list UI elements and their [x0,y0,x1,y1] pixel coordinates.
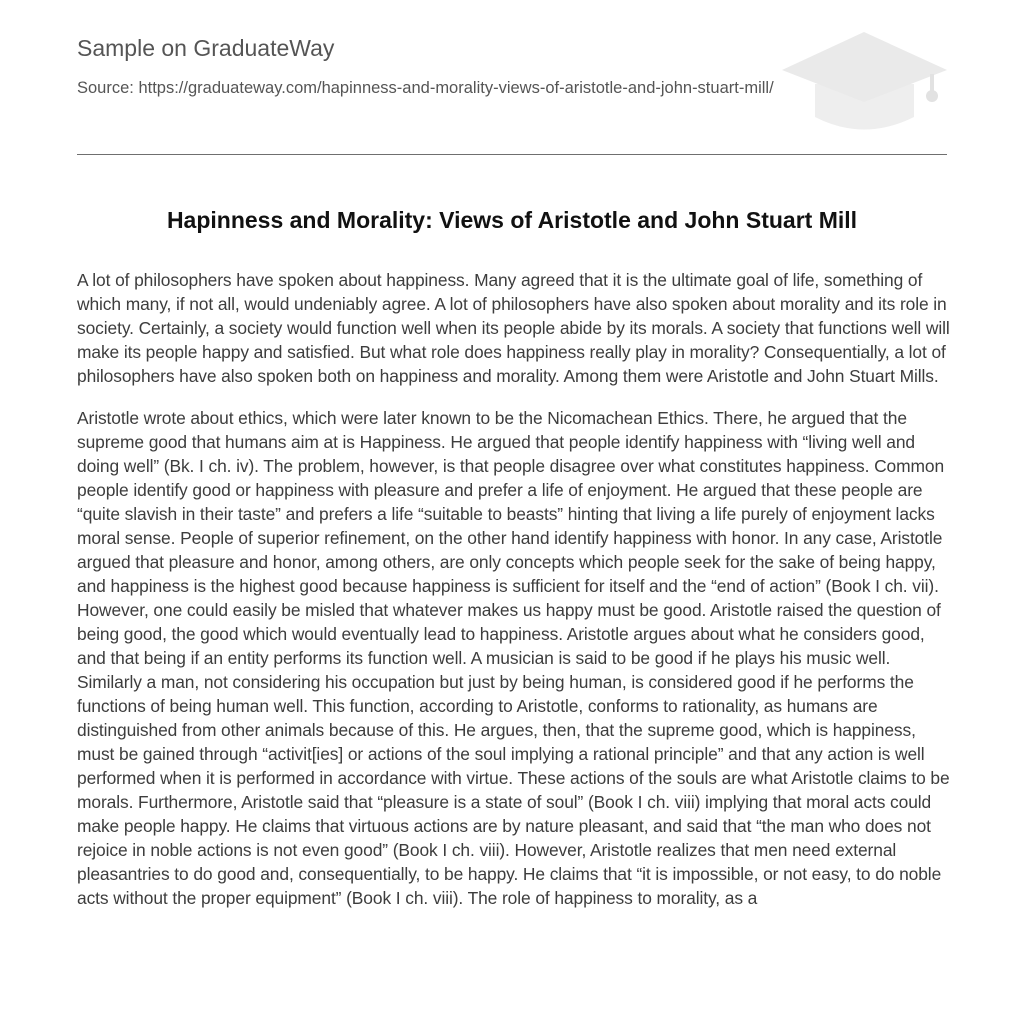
graduation-cap-icon [782,32,947,132]
source-label: Source: [77,79,139,97]
document-title: Hapinness and Morality: Views of Aristotle and John Stuart Mill [166,207,858,233]
document-body [77,268,952,928]
paragraph: Aristotle wrote about ethics, which were later known to be the Nicomachean Ethics. There, he argued that the supreme good that humans aim at is Happiness. He argued that people identify happiness with “living well and doing well” (Bk. I ch. iv). The problem, however, is that people disagree over what constitutes happiness. Common people identify good or happiness with pleasure and prefer a life of enjoyment. He argued that these people are “quite slavish in their taste” and prefers a life “suitable to beasts” hinting that living a life purely of enjoyment lacks moral sense. People of superior refinement, on the other hand identify happiness with honor. In any case, Aristotle argued that pleasure and honor, among others, are only concepts which people seek for the sake of being happy, and happiness is the highest good because happiness is sufficient for itself and the “end of action” (Book I ch. vii). However, one could easily be misled that whatever makes us happy must be good. Aristotle raised the question of being good, the good which would eventually lead to happiness. Aristotle argues about what he considers good, and that being if an entity performs its function well. A musician is said to be good if he plays his music well. Similarly a man, not considering his occupation but just by being human, is considered good if he performs the functions of being human well. This function, according to Aristotle, conforms to rationality, as humans are distinguished from other animals because of this. He argues, then, that the supreme good, which is happiness, must be gained through “activit[ies] or actions of the soul implying a rational principle” and that any action is well performed when it is performed in accordance with virtue. These actions of the souls are what Aristotle claims to be morals. Furthermore, Aristotle said that “pleasure is a state of soul” (Book I ch. viii) implying that moral acts could make people happy. He claims that virtuous actions are by nature pleasant, and said that “the man who does not rejoice in noble actions is not even good” (Book I ch. viii). However, Aristotle realizes that men need external pleasantries to do good and, consequentially, to be happy. He claims that “it is impossible, or not easy, to do noble acts without the proper equipment” (Book I ch. viii). The role of happiness to morality, as a [77,408,950,908]
site-title: Sample on GraduateWay [77,35,335,61]
page-header [77,32,777,99]
source-link[interactable]: https://graduateway.com/hapinness-and-morality-views-of-aristotle-and-john-stuart-mill/ [138,79,774,97]
header-divider [77,154,947,155]
paragraph: A lot of philosophers have spoken about happiness. Many agreed that it is the ultimate goal of life, something of which many, if not all, would undeniably agree. A lot of philosophers have also spoken about morality and its role in society. Certainly, a society would function well when its people abide by its morals. A society that functions well will make its people happy and satisfied. But what role does happiness really play in morality? Consequentially, a lot of philosophers have also spoken both on happiness and morality. Among them were Aristotle and John Stuart Mills. [77,270,950,386]
source-line [77,77,777,99]
